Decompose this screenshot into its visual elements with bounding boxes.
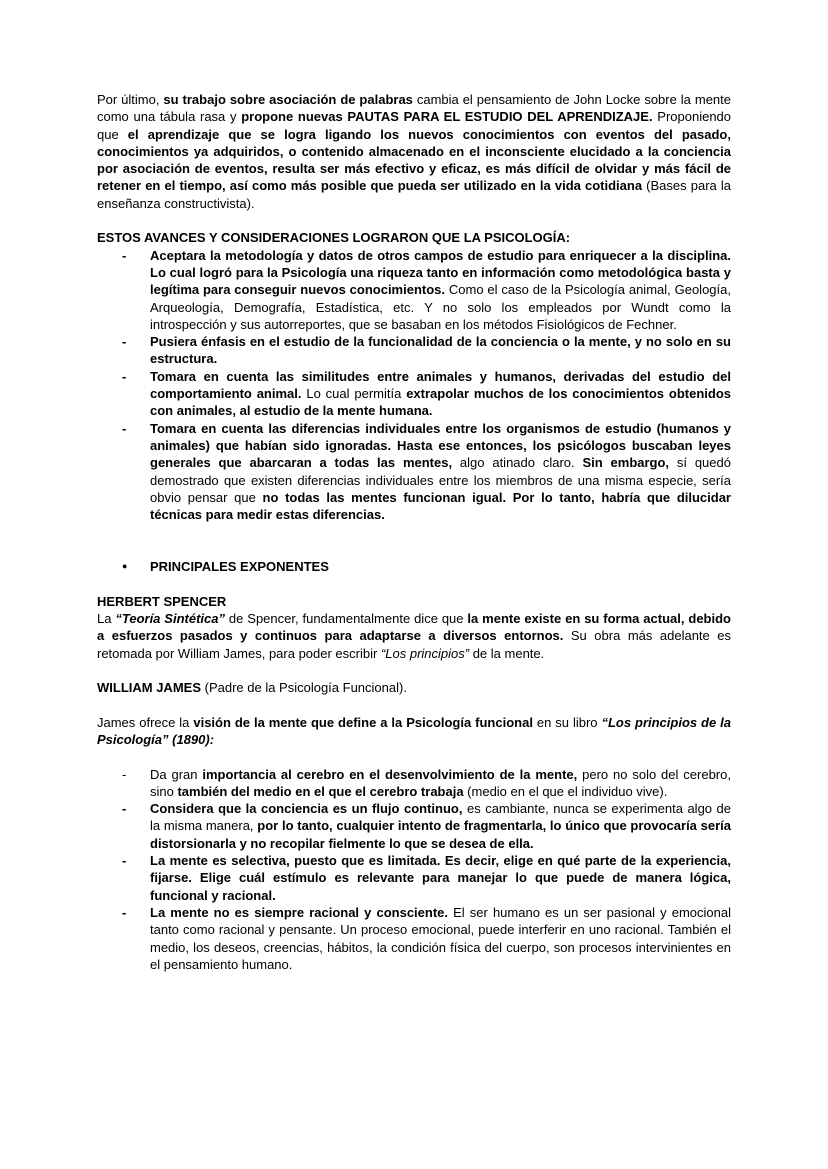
text-run: (medio en el que el individuo vive). [463, 783, 668, 799]
text-run: (Padre de la Psicología Funcional). [201, 680, 407, 696]
text-run: PRINCIPALES EXPONENTES [150, 559, 329, 575]
text-run: importancia al cerebro en el desenvolvimiento de la mente, [202, 766, 578, 782]
list-item-text [150, 420, 731, 524]
blank-line [97, 575, 731, 592]
text-run: extrapolar muchos de los conocimientos obtenidos con animales, al estudio de la mente humana. [150, 386, 731, 419]
blank-line [97, 212, 731, 229]
paragraph [97, 610, 731, 662]
dash-bullet: - [122, 368, 127, 384]
text-run: de Spencer, fundamentalmente dice que [225, 610, 468, 626]
text-run: algo atinado claro. [452, 455, 583, 471]
text-run: el aprendizaje que se logra ligando los nuevos conocimientos con eventos del pasado, conocimientos ya adquiridos, o contenido almacenado en el inconsciente elucidado a la conciencia por asociación de eventos, resulta ser más efectivo y eficaz, es más difícil de olvidar y más fácil de retener en el tiempo, así como más posible que pueda ser utilizado en la vida cotidiana [97, 126, 731, 194]
text-run: su trabajo sobre asociación de palabras [163, 92, 413, 107]
dash-bullet: - [122, 904, 127, 920]
list-item [97, 420, 731, 524]
list-item-text [150, 904, 731, 973]
text-run: cambia el pensamiento de John Locke sobre la mente como una tábula rasa y [97, 92, 731, 125]
text-run: La mente no es siempre racional y consciente. [150, 904, 449, 920]
text-run: pero no solo del cerebro, sino [150, 766, 731, 799]
document-content [97, 91, 731, 973]
blank-line [97, 523, 731, 540]
dash-bullet: - [122, 853, 127, 869]
text-run: Pusiera énfasis en el estudio de la funcionalidad de la conciencia o la mente, y no solo en su estructura. [150, 334, 731, 367]
list-item [97, 766, 731, 801]
heading [97, 229, 731, 246]
text-run: por lo tanto, cualquier intento de fragmentarla, lo único que provocaría sería distorsionarla y no recopilar fielmente lo que se desea de ella. [150, 818, 732, 851]
text-run: James ofrece la [97, 714, 194, 730]
text-run: también del medio en el que el cerebro trabaja [177, 783, 464, 799]
text-run: Por último, [97, 92, 164, 107]
text-run: no todas las mentes funcionan igual. Por lo tanto, habría que dilucidar técnicas para medir estas diferencias. [150, 489, 731, 523]
list-item-text [150, 558, 731, 575]
disc-bullet: ● [122, 561, 128, 572]
text-run: propone nuevas PAUTAS PARA EL ESTUDIO DEL APRENDIZAJE. [241, 109, 653, 125]
text-run: Aceptara la metodología y datos de otros campos de estudio para enriquecer a la disciplina. Lo cual logró para la Psicología una riqueza tanto en información como metodológica basta y legítima para conseguir nuevos conocimientos. [150, 247, 731, 298]
dash-bullet: - [122, 420, 127, 436]
dash-bullet: - [122, 766, 127, 782]
text-run: ESTOS AVANCES Y CONSIDERACIONES LOGRARON QUE LA PSICOLOGÍA: [97, 230, 571, 246]
text-run: Como el caso de la Psicología animal, Geología, Arqueología, Demografía, Estadística, etc. Y no solo los empleados por Wundt como la introspección y sus autorreportes, que se basaban en los métodos Fisiológicos de Fechner. [150, 282, 731, 332]
text-run: La [97, 610, 116, 626]
text-run: “Los principios de la Psicología” (1890): [97, 714, 732, 747]
text-run: Sin embargo, [582, 455, 670, 471]
list-item-text [150, 800, 731, 852]
text-run: (Bases para la enseñanza constructivista). [97, 178, 731, 211]
list-item-text [150, 247, 731, 333]
text-run: es cambiante, nunca se experimenta algo de la misma manera, [150, 801, 731, 834]
text-run: visión de la mente que define a la Psicología funcional [193, 714, 533, 730]
list-item-text [150, 333, 731, 368]
list-item-text [150, 368, 731, 420]
list-item [97, 558, 731, 575]
text-run: Proponiendo que [97, 109, 732, 142]
list-item-text [150, 766, 731, 801]
text-run: WILLIAM JAMES [97, 680, 201, 696]
list-item [97, 800, 731, 852]
blank-line [97, 662, 731, 679]
text-run: de la mente. [469, 645, 545, 661]
paragraph [97, 714, 731, 749]
paragraph [97, 679, 731, 696]
text-run: “Teoría Sintética” [115, 610, 225, 626]
list-item [97, 368, 731, 420]
text-run: Tomara en cuenta las similitudes entre animales y humanos, derivadas del estudio del comportamiento animal. [150, 368, 731, 402]
text-run: sí quedó demostrado que existen diferencias individuales entre los miembros de una misma especie, sería obvio pensar que [150, 455, 731, 505]
text-run: Da gran [150, 766, 203, 782]
text-run: en su libro [532, 714, 602, 730]
heading [97, 593, 731, 610]
dash-bullet: - [122, 247, 127, 263]
text-run: Lo cual permitía [301, 386, 407, 402]
dash-bullet: - [122, 801, 127, 817]
text-run: Considera que la conciencia es un flujo continuo, [150, 801, 463, 817]
blank-line [97, 748, 731, 765]
list-item [97, 247, 731, 333]
text-run: Su obra más adelante es retomada por William James, para poder escribir [97, 628, 731, 661]
text-run: El ser humano es un ser pasional y emocional tanto como racional y pensante. Un proceso emocional, puede interferir en uno racional. También el medio, los deseos, creencias, hábitos, la condición física del cuerpo, son procesos intervinientes en el pensamiento humano. [150, 904, 731, 972]
text-run: la mente existe en su forma actual, debido a esfuerzos pasados y continuos para adaptarse a diversos entornos. [97, 610, 731, 644]
blank-line [97, 541, 731, 558]
paragraph [97, 91, 731, 212]
text-run: Tomara en cuenta las diferencias individuales entre los organismos de estudio (humanos y animales) que habían sido ignoradas. Hasta ese entonces, los psicólogos buscaban leyes generales que abarcaran a todas las mentes, [150, 420, 731, 471]
text-run: HERBERT SPENCER [97, 593, 227, 609]
dash-bullet: - [122, 334, 127, 350]
list-item [97, 333, 731, 368]
text-run: “Los principios” [380, 645, 470, 661]
blank-line [97, 696, 731, 713]
text-run: La mente es selectiva, puesto que es limitada. Es decir, elige en qué parte de la experiencia, fijarse. Elige cuál estímulo es relevante para manejar lo que puede de manera lógica, funcional y racional. [150, 853, 731, 903]
list-item [97, 852, 731, 904]
list-item-text [150, 852, 731, 904]
list-item [97, 904, 731, 973]
